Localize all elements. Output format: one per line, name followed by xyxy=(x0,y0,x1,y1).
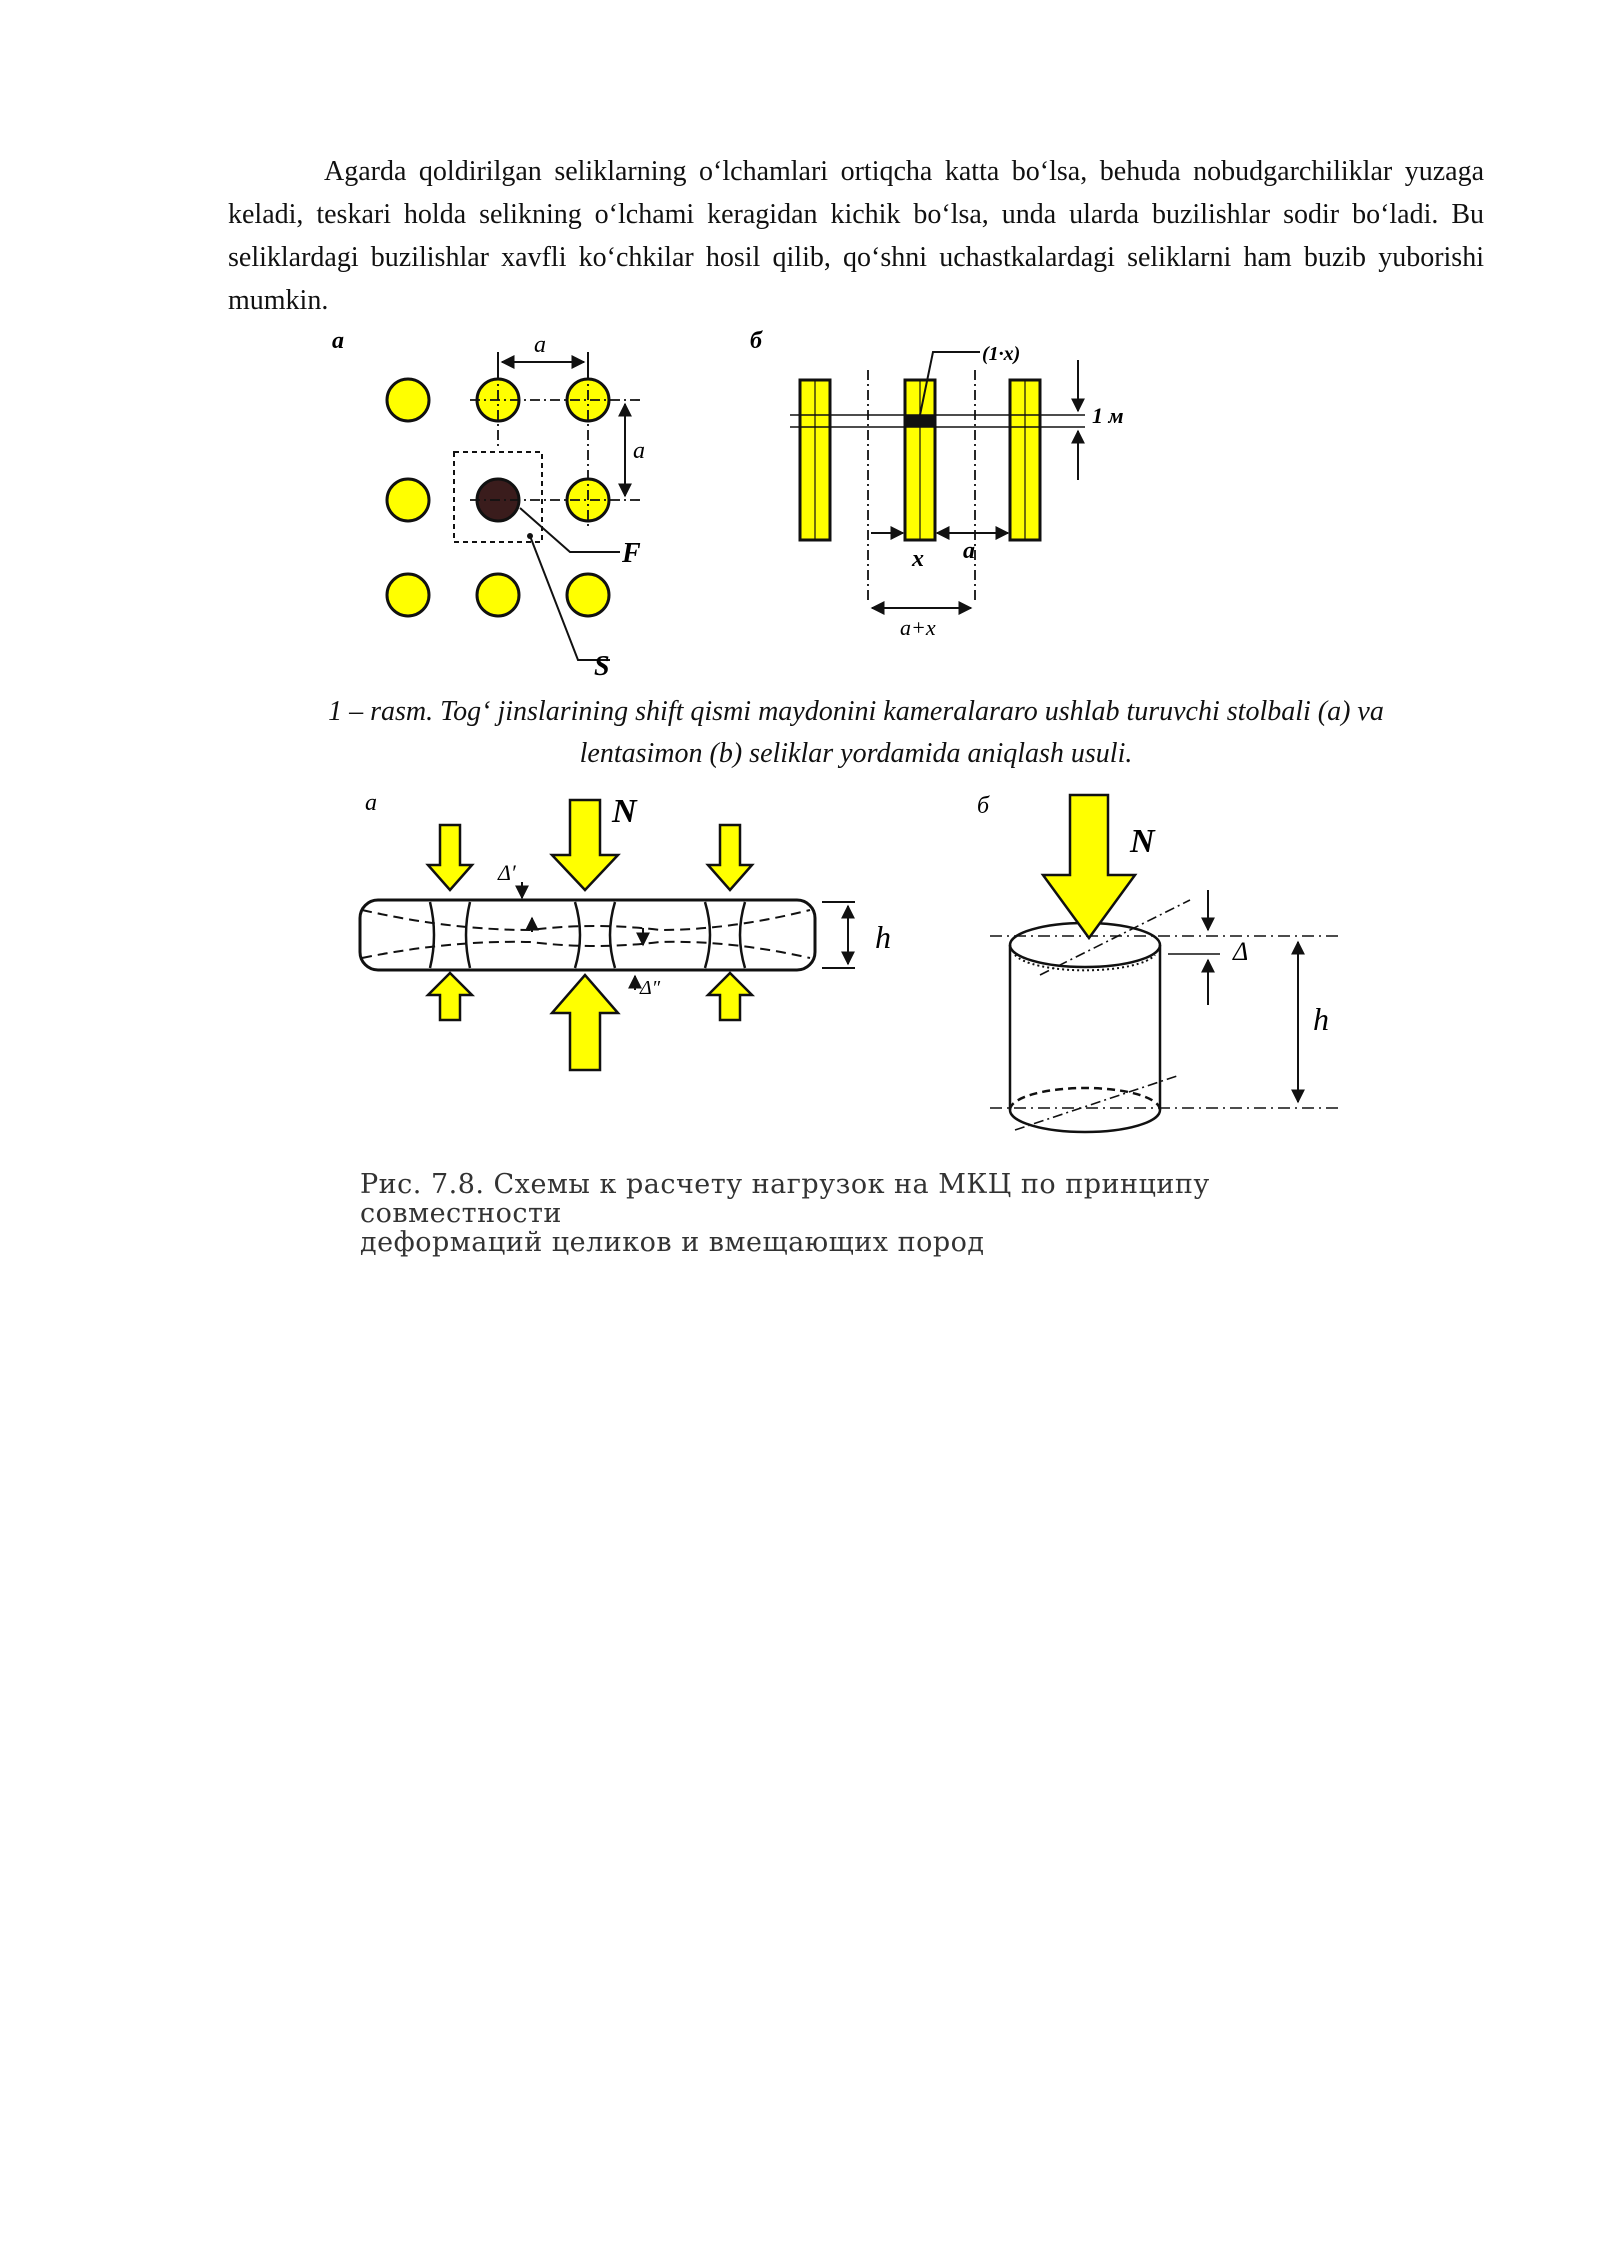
figure-1-caption-line1: 1 – rasm. Tog‘ jinslarining shift qismi maydonini kameralararo ushlab turuvchi stolbali (a) va xyxy=(328,696,1384,727)
label-N-a: N xyxy=(612,793,637,830)
label-1x: (1·x) xyxy=(982,343,1021,365)
pillar xyxy=(567,574,609,616)
cylinder-pillar xyxy=(1010,923,1160,1132)
fig2-panel-b-letter: б xyxy=(977,793,990,819)
fig1-panel-a-letter: a xyxy=(332,330,344,354)
figure-1-caption xyxy=(228,691,1484,775)
figure-2-diagram xyxy=(350,780,1370,1150)
label-delta1: Δ′ xyxy=(498,860,516,885)
label-x: x xyxy=(912,546,924,572)
fig1-panel-b-letter: б xyxy=(750,330,762,354)
fig2-panel-a-letter: a xyxy=(365,790,377,816)
body-paragraph: Agarda qoldirilgan seliklarning o‘lchamlari ortiqcha katta bo‘lsa, behuda nobudgarchiliklar yuzaga keladi, teskari holda selikning o‘lchami keragidan kichik bo‘lsa, unda ularda buzilishlar sodir bo‘ladi. Bu seliklardagi buzilishlar xavfli ko‘chkilar hosil qilib, qo‘shni uchastkalardagi seliklarni ham buzib yuborishi mumkin. xyxy=(228,156,1484,316)
load-arrows-bottom xyxy=(428,973,752,1070)
label-a-plus-x: a+x xyxy=(900,615,936,640)
figure-2-caption-line2: деформаций целиков и вмещающих пород xyxy=(360,1227,985,1258)
load-arrow-b xyxy=(1043,795,1135,938)
figure-1-diagram xyxy=(320,330,1220,680)
figure-1-caption-line2: lentasimon (b) seliklar yordamida aniqlash usuli. xyxy=(579,738,1133,769)
figure-2-caption xyxy=(360,1170,1400,1257)
label-S: S xyxy=(594,651,610,680)
label-N-b: N xyxy=(1130,823,1155,860)
rock-band xyxy=(360,900,815,970)
label-a-b: a xyxy=(963,538,975,564)
unit-element xyxy=(906,415,935,427)
load-arrows-top xyxy=(428,800,752,890)
label-h-b: h xyxy=(1313,1001,1329,1037)
pillar xyxy=(387,479,429,521)
pillar xyxy=(477,574,519,616)
label-1m: 1 м xyxy=(1092,403,1124,428)
pillar xyxy=(387,574,429,616)
figure-2-caption-line1: Рис. 7.8. Схемы к расчету нагрузок на МКЦ по принципу совместности xyxy=(360,1169,1210,1229)
label-delta2: Δ″ xyxy=(640,977,661,999)
label-F: F xyxy=(622,538,641,569)
label-delta-b: Δ xyxy=(1233,937,1249,966)
label-h-a: h xyxy=(875,919,891,955)
pillar xyxy=(387,379,429,421)
band-pillars xyxy=(430,902,745,968)
label-a-side: a xyxy=(633,438,645,464)
label-a-top: a xyxy=(534,332,546,358)
